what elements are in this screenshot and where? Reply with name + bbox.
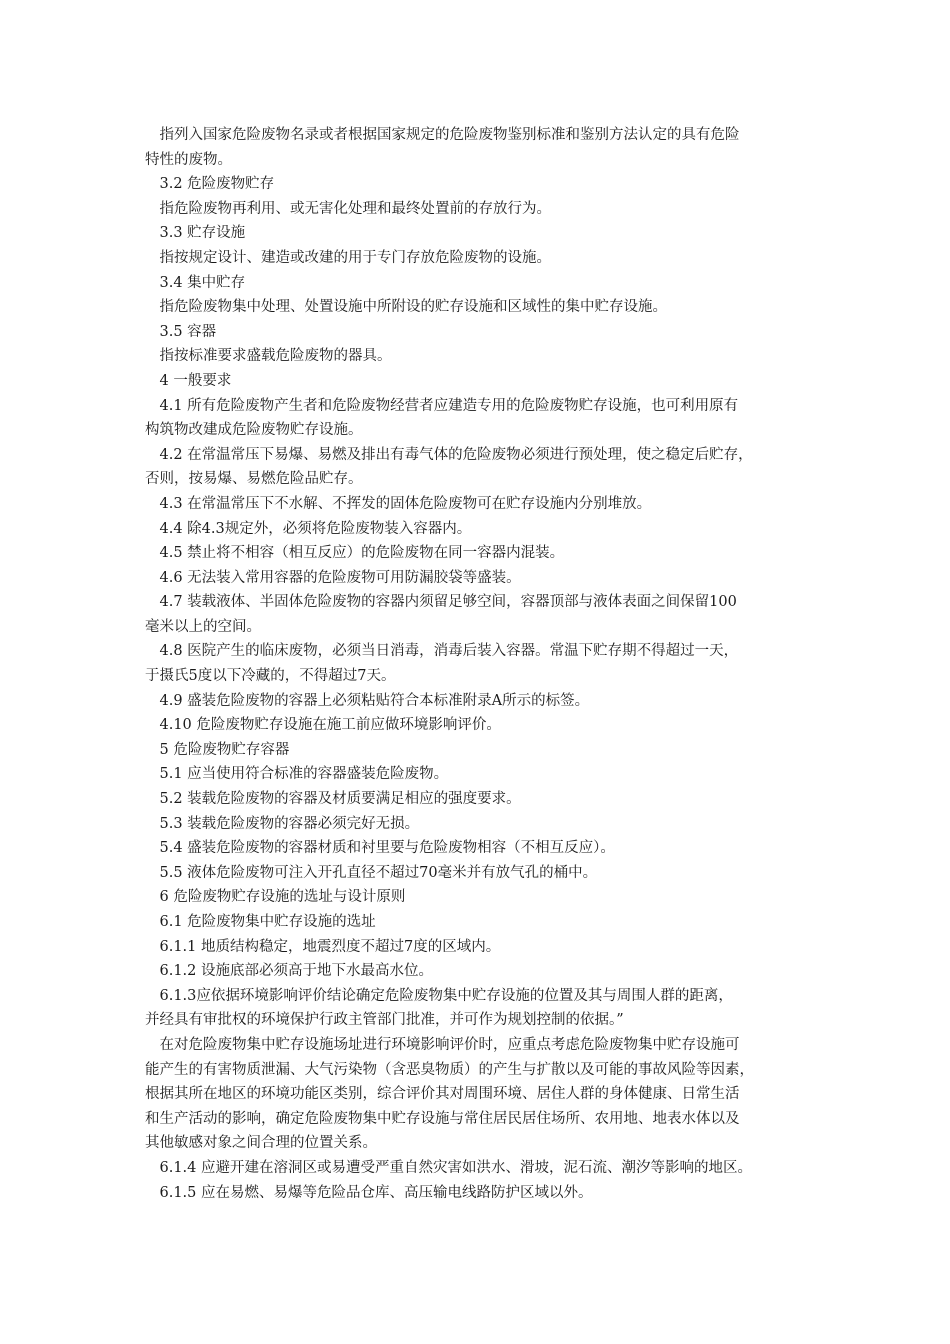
text-line: 4.4 除4.3规定外，必须将危险废物装入容器内。: [145, 520, 472, 537]
text-line: 5.5 液体危险废物可注入开孔直径不超过70毫米并有放气孔的桶中。: [145, 864, 598, 881]
text-line: 和生产活动的影响，确定危险废物集中贮存设施与常住居民居住场所、农用地、地表水体以及: [145, 1110, 740, 1127]
text-line: 4.2 在常温常压下易爆、易燃及排出有毒气体的危险废物必须进行预处理，使之稳定后贮存，: [145, 446, 753, 463]
text-line: 5.3 装载危险废物的容器必须完好无损。: [145, 815, 420, 832]
text-line: 指按规定设计、建造或改建的用于专门存放危险废物的设施。: [145, 249, 551, 266]
text-line: 5.4 盛装危险废物的容器材质和衬里要与危险废物相容（不相互反应）。: [145, 840, 615, 857]
text-line: 否则，按易爆、易燃危险品贮存。: [145, 471, 363, 488]
section-heading: 3.2 危险废物贮存: [145, 176, 275, 193]
text-line: 6.1.3应依据环境影响评价结论确定危险废物集中贮存设施的位置及其与周围人群的距离，: [145, 987, 733, 1004]
text-line: 6.1.5 应在易燃、易爆等危险品仓库、高压输电线路防护区域以外。: [145, 1184, 593, 1201]
text-line: 4.3 在常温常压下不水解、不挥发的固体危险废物可在贮存设施内分别堆放。: [145, 495, 652, 512]
section-heading: 4 一般要求: [145, 372, 232, 389]
section-heading: 3.5 容器: [145, 323, 217, 340]
section-heading: 6 危险废物贮存设施的选址与设计原则: [145, 889, 406, 906]
text-line: 4.10 危险废物贮存设施在施工前应做环境影响评价。: [145, 717, 501, 734]
text-line: 4.7 装载液体、半固体危险废物的容器内须留足够空间，容器顶部与液体表面之间保留100: [145, 594, 737, 611]
text-line: 特性的废物。: [145, 151, 232, 168]
section-heading: 5 危险废物贮存容器: [145, 741, 290, 758]
text-line: 构筑物改建成危险废物贮存设施。: [145, 422, 363, 439]
text-line: 根据其所在地区的环境功能区类别，综合评价其对周围环境、居住人群的身体健康、日常生活: [145, 1086, 740, 1103]
text-line: 于摄氏5度以下冷藏的，不得超过7天。: [145, 668, 396, 685]
section-heading: 3.3 贮存设施: [145, 225, 246, 242]
text-line: 在对危险废物集中贮存设施场址进行环境影响评价时，应重点考虑危险废物集中贮存设施可: [145, 1036, 740, 1053]
text-line: 4.6 无法装入常用容器的危险废物可用防漏胶袋等盛装。: [145, 569, 521, 586]
text-line: 6.1.2 设施底部必须高于地下水最高水位。: [145, 963, 434, 980]
text-line: 5.2 装载危险废物的容器及材质要满足相应的强度要求。: [145, 791, 521, 808]
text-line: 5.1 应当使用符合标准的容器盛装危险废物。: [145, 766, 449, 783]
text-line: 指列入国家危险废物名录或者根据国家规定的危险废物鉴别标准和鉴别方法认定的具有危险: [145, 127, 740, 143]
text-line: 4.1 所有危险废物产生者和危险废物经营者应建造专用的危险废物贮存设施，也可利用原有: [145, 397, 739, 414]
text-line: 4.9 盛装危险废物的容器上必须粘贴符合本标准附录A所示的标签。: [145, 692, 590, 709]
text-line: 4.8 医院产生的临床废物，必须当日消毒，消毒后装入容器。常温下贮存期不得超过一天，: [145, 643, 739, 660]
text-line: 4.5 禁止将不相容（相互反应）的危险废物在同一容器内混装。: [145, 545, 565, 562]
text-line: 指危险废物再利用、或无害化处理和最终处置前的存放行为。: [145, 200, 551, 217]
text-line: 毫米以上的空间。: [145, 618, 261, 635]
text-line: 指按标准要求盛载危险废物的器具。: [145, 348, 392, 365]
text-line: 指危险废物集中处理、处置设施中所附设的贮存设施和区域性的集中贮存设施。: [145, 299, 667, 316]
text-line: 6.1.4 应避开建在溶洞区或易遭受严重自然灾害如洪水、滑坡，泥石流、潮汐等影响的地区。: [145, 1159, 752, 1176]
section-heading: 3.4 集中贮存: [145, 274, 246, 291]
text-line: 6.1.1 地质结构稳定，地震烈度不超过7度的区域内。: [145, 938, 501, 955]
text-line: 并经具有审批权的环境保护行政主管部门批准，并可作为规划控制的依据。”: [145, 1012, 624, 1029]
text-line: 其他敏感对象之间合理的位置关系。: [145, 1135, 377, 1152]
text-line: 能产生的有害物质泄漏、大气污染物（含恶臭物质）的产生与扩散以及可能的事故风险等因素，: [145, 1061, 754, 1078]
section-heading: 6.1 危险废物集中贮存设施的选址: [145, 914, 376, 930]
document-body: [145, 123, 817, 1205]
